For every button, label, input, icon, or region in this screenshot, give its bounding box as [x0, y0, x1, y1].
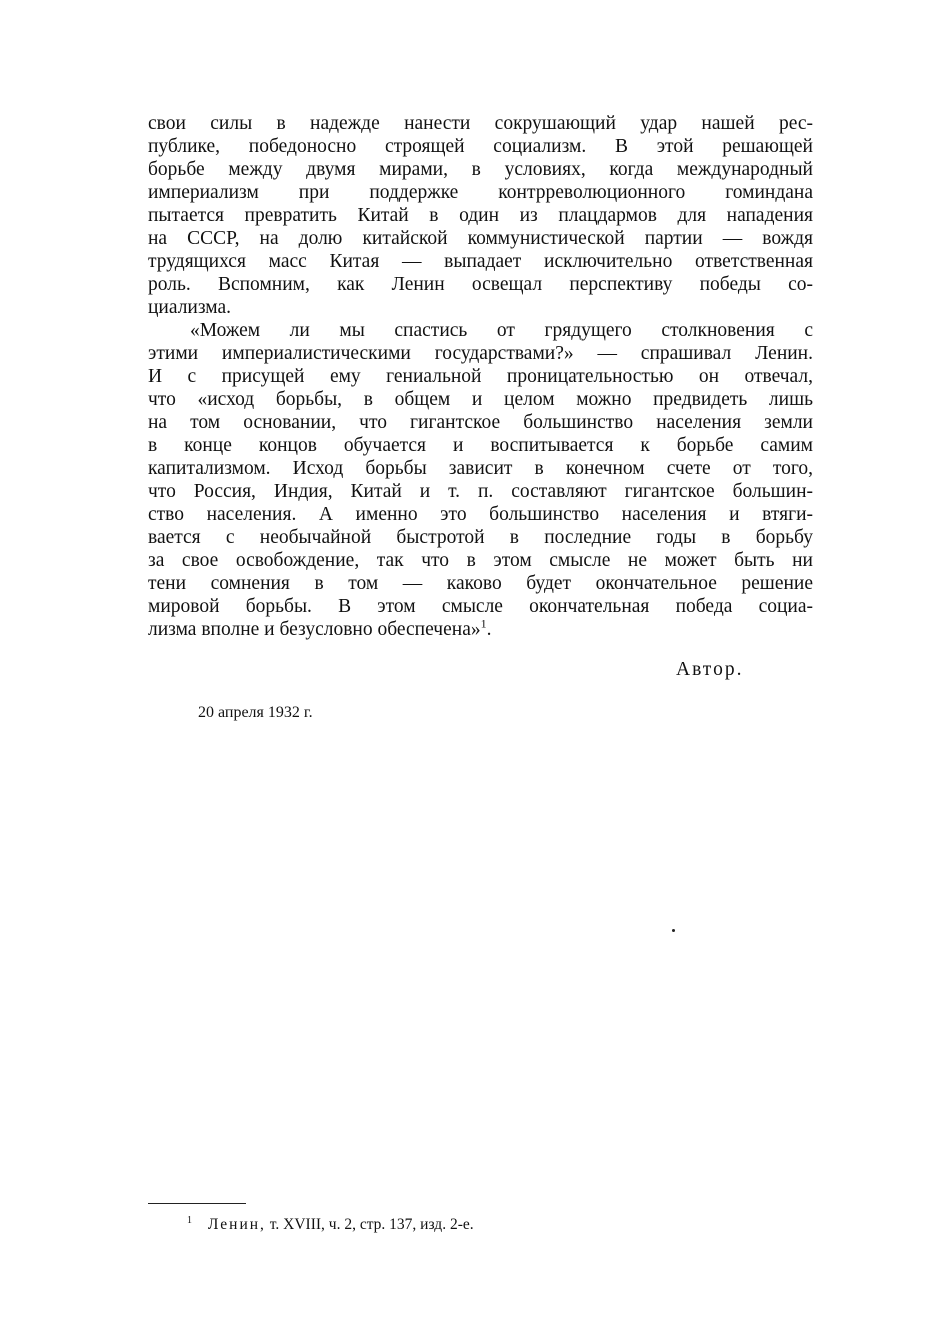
body-line: что «исход борьбы, в общем и целом можно предвидеть лишь	[148, 389, 813, 410]
body-line: на СССР, на долю китайской коммунистической партии — вождя	[148, 228, 813, 249]
body-line: роль. Вспомним, как Ленин освещал перспективу победы со-	[148, 274, 813, 295]
body-line: за свое освобождение, так что в этом смысле не может быть ни	[148, 550, 813, 571]
body-line-final	[148, 618, 813, 641]
body-line: капитализмом. Исход борьбы зависит в конечном счете от того,	[148, 458, 813, 479]
body-line: тени сомнения в том — каково будет окончательное решение	[148, 573, 813, 594]
body-line: империализм при поддержке контрреволюционного гоминдана	[148, 182, 813, 203]
body-line: пытается превратить Китай в один из плацдармов для нападения	[148, 205, 813, 226]
body-line: «Можем ли мы спастись от грядущего столкновения с	[190, 320, 813, 341]
body-line: ство населения. А именно это большинство населения и втяги-	[148, 504, 813, 525]
body-line: этими империалистическими государствами?» — спрашивал Ленин.	[148, 343, 813, 364]
body-line: вается с необычайной быстротой в последние годы в борьбу	[148, 527, 813, 548]
print-speck	[672, 929, 675, 932]
body-line: трудящихся масс Китая — выпадает исключительно ответственная	[148, 251, 813, 272]
body-line: циализма.	[148, 297, 232, 318]
body-line: мировой борьбы. В этом смысле окончательная победа социа-	[148, 596, 813, 617]
body-line: борьбе между двумя мирами, в условиях, когда международный	[148, 159, 813, 180]
author-signature: Автор.	[676, 659, 744, 680]
document-date: 20 апреля 1932 г.	[198, 704, 313, 721]
body-line: И с присущей ему гениальной проницательностью он отвечал,	[148, 366, 813, 387]
footnote-divider	[148, 1203, 246, 1204]
footnote-author: Ленин,	[207, 1216, 266, 1234]
body-line: в конце концов обучается и воспитывается к борьбе самим	[148, 435, 813, 456]
body-line: публике, победоносно строящей социализм. В этой решающей	[148, 136, 813, 157]
body-line: что Россия, Индия, Китай и т. п. составляют гигантское большин-	[148, 481, 813, 502]
body-line: свои силы в надежде нанести сокрушающий удар нашей рес-	[148, 113, 813, 134]
footnote-reference[interactable]: 1	[480, 616, 487, 631]
footnote-citation: т. XVIII, ч. 2, стр. 137, изд. 2-е.	[269, 1216, 474, 1234]
body-line-final-text: лизма вполне и безусловно обеспечена»	[148, 619, 481, 640]
footnote-mark: 1	[187, 1215, 192, 1226]
footnote	[187, 1215, 474, 1234]
body-line: на том основании, что гигантское большинство населения земли	[148, 412, 813, 433]
body-text	[148, 112, 813, 641]
final-punctuation: .	[486, 619, 492, 640]
